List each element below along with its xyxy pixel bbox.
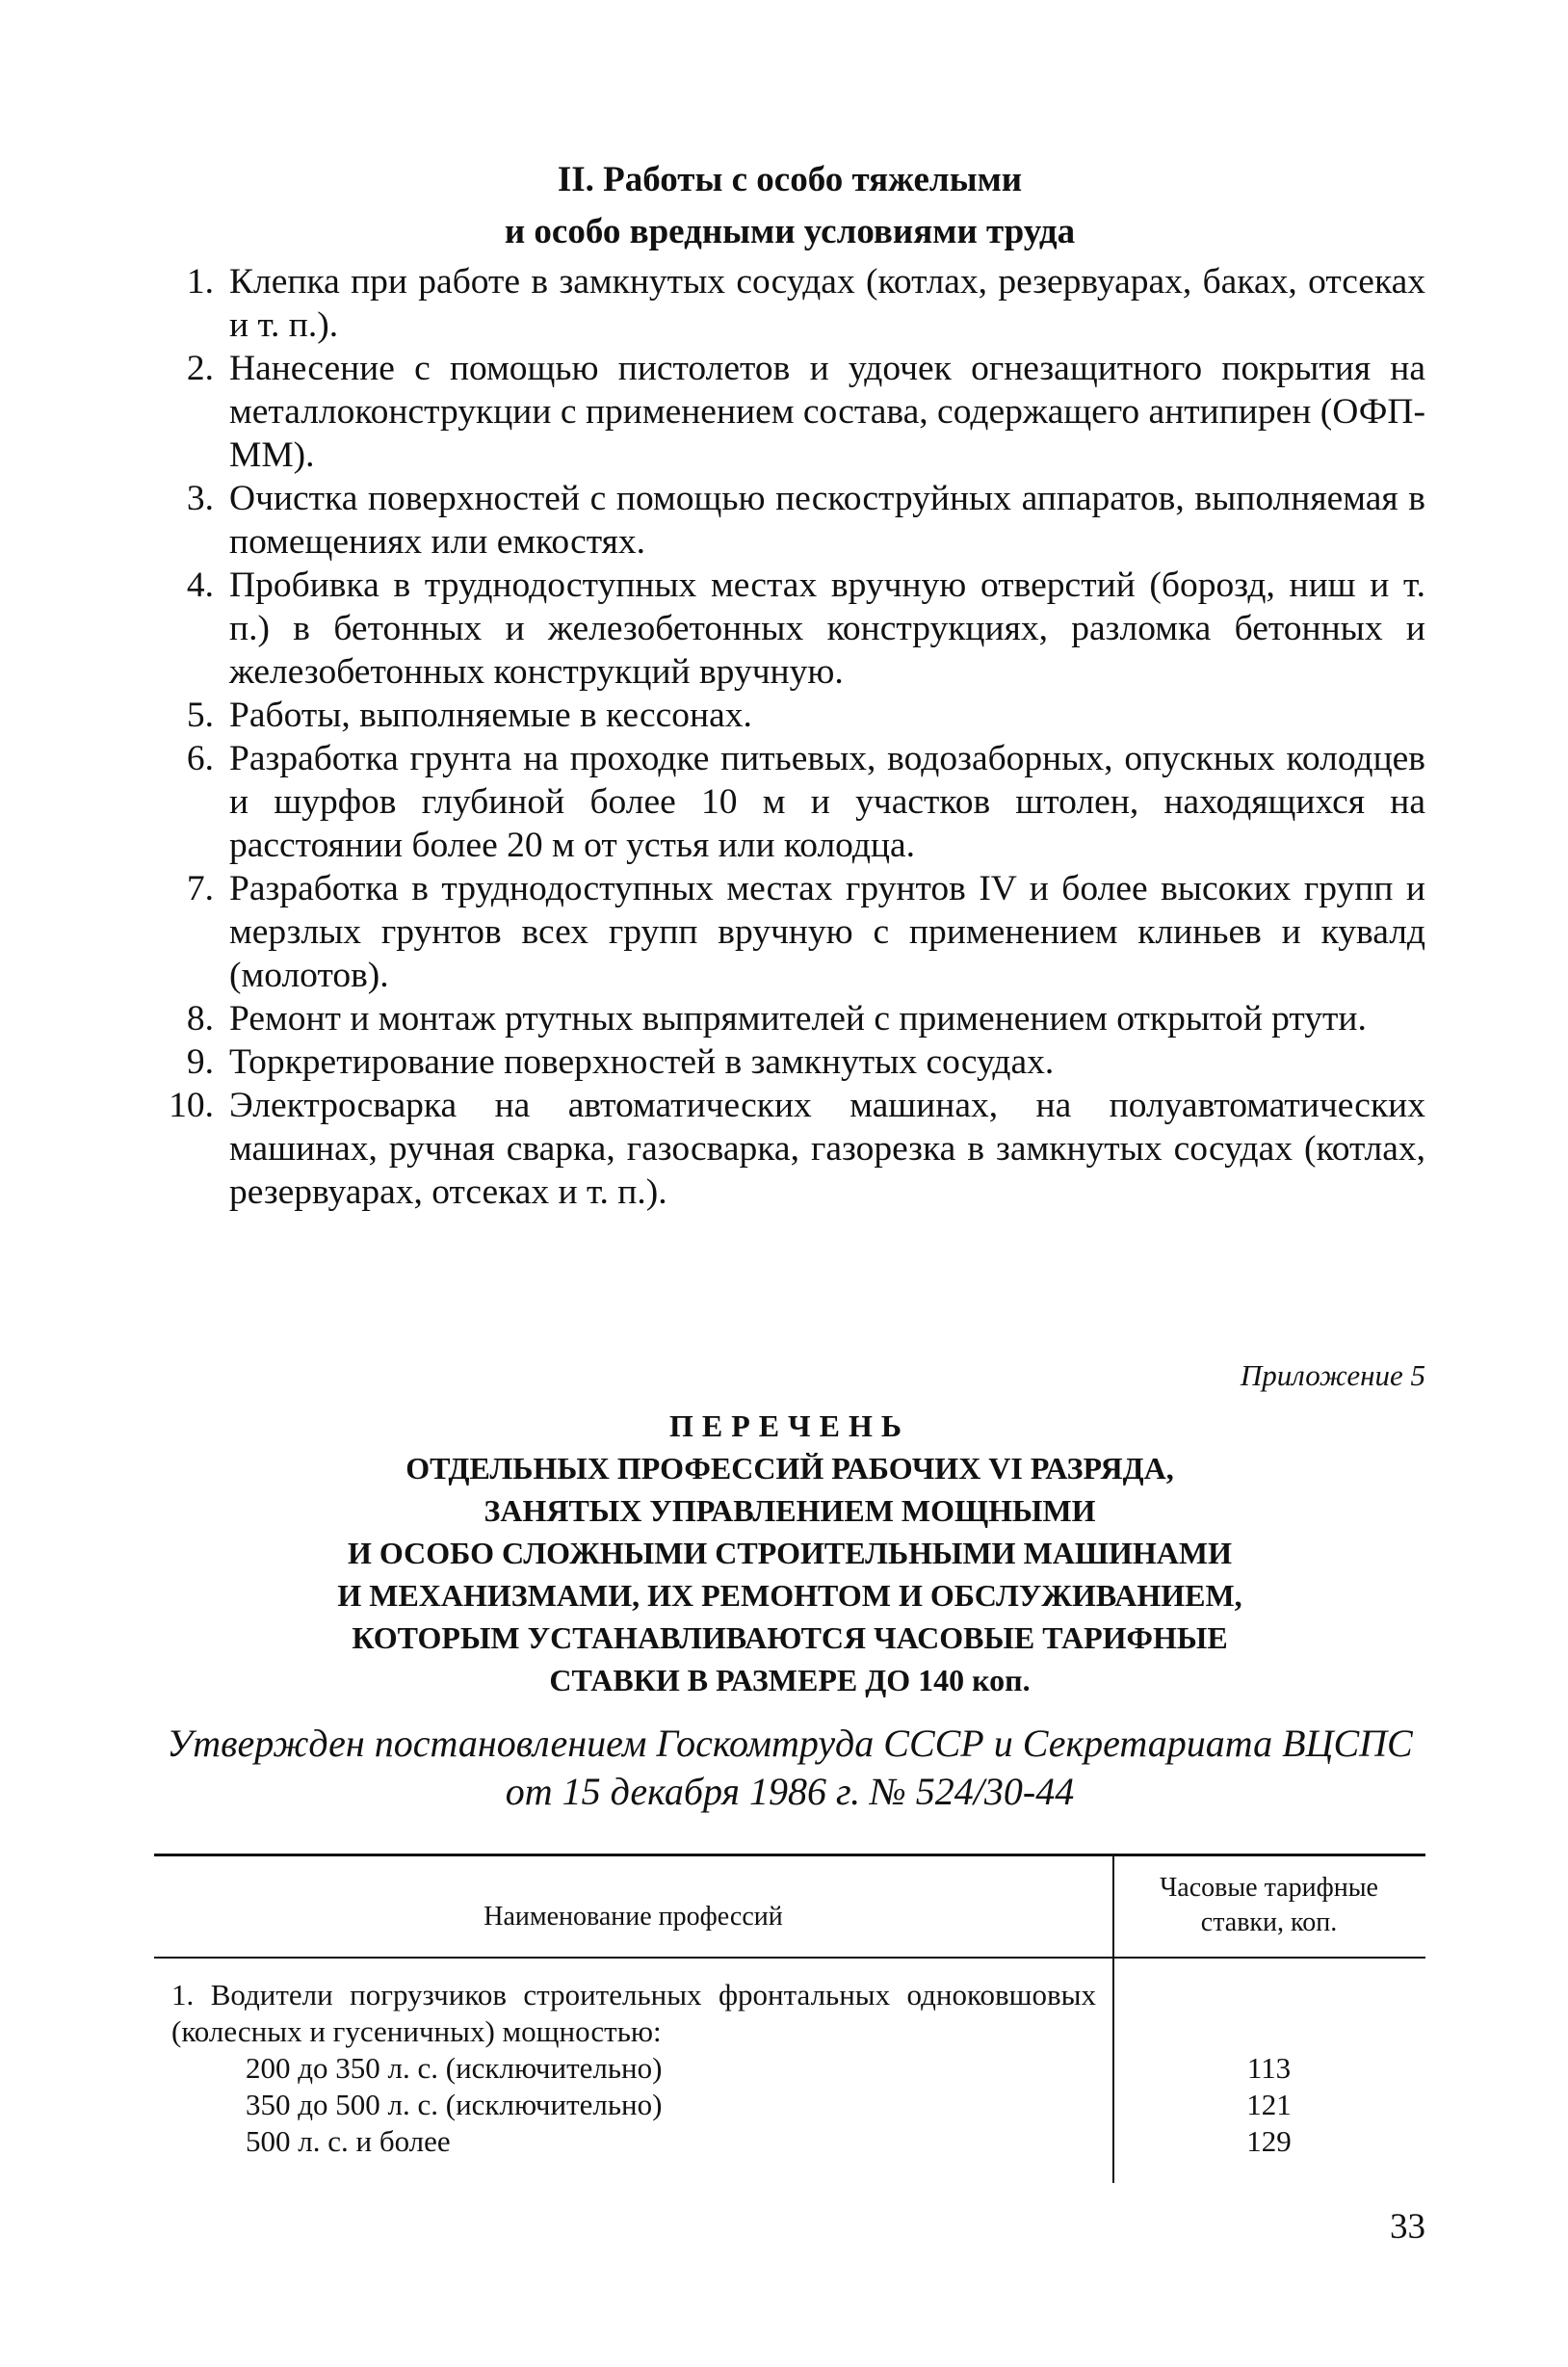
section-title [154, 154, 1425, 258]
table-subrow-label: 200 до 350 л. с. (исключительно) [246, 2051, 663, 2085]
work-item [154, 1084, 1425, 1214]
table-subrow-label: 350 до 500 л. с. (исключительно) [246, 2088, 663, 2121]
approval-line-1: Утвержден постановлением Госкомтруда СССР и Секретариата ВЦСПС [167, 1722, 1413, 1765]
item-number: 10. [169, 1086, 214, 1125]
page-number: 33 [1390, 2207, 1425, 2247]
item-text: Нанесение с помощью пистолетов и удочек огнезащитного покрытия на металлоконструкции с применением состава, содержащего антипирен (ОФП-ММ). [229, 349, 1425, 475]
item-number: 4. [186, 565, 214, 605]
item-text: Работы, выполняемые в кессонах. [229, 696, 752, 735]
item-text: Клепка при работе в замкнутых сосудах (котлах, резервуарах, баках, отсеках и т. п.). [229, 262, 1425, 345]
work-item [154, 997, 1425, 1040]
list-title-line: И ОСОБО СЛОЖНЫМИ СТРОИТЕЛЬНЫМИ МАШИНАМИ [348, 1536, 1232, 1570]
item-number: 3. [186, 479, 214, 518]
table-subrow-value: 129 [1246, 2124, 1292, 2158]
work-item [154, 1040, 1425, 1084]
work-item [154, 694, 1425, 737]
section-title-line-1: II. Работы с особо тяжелыми [557, 160, 1023, 199]
item-text: Очистка поверхностей с помощью пескоструйных аппаратов, выполняемая в помещениях или емкостях. [229, 479, 1425, 562]
work-list [154, 260, 1425, 1214]
work-item [154, 564, 1425, 694]
item-text: Торкретирование поверхностей в замкнутых сосудах. [229, 1042, 1055, 1082]
item-text: Электросварка на автоматических машинах, на полуавтоматических машинах, ручная сварка, газосварка, газорезка в замкнутых сосудах (котлах, резервуарах, отсеках и т. п.). [229, 1086, 1425, 1212]
work-item [154, 737, 1425, 867]
work-item [154, 477, 1425, 564]
table-subrow-value: 113 [1246, 2051, 1292, 2085]
header-profession-name: Наименование профессий [483, 1902, 783, 1932]
header-hourly-rate [1112, 1871, 1425, 1940]
item-text: Разработка грунта на проходке питьевых, водозаборных, опускных колодцев и шурфов глубиной более 10 м и участков штолен, находящихся на расстоянии более 20 м от устья или колодца. [229, 739, 1425, 865]
item-number: 5. [186, 696, 214, 735]
item-number: 1. [186, 262, 214, 302]
header-rate-line-1: Часовые тарифные [1160, 1873, 1378, 1903]
table-header-rule [154, 1957, 1425, 1959]
item-number: 2. [186, 349, 214, 388]
appendix-label: Приложение 5 [1240, 1358, 1425, 1392]
list-title-line: КОТОРЫМ УСТАНАВЛИВАЮТСЯ ЧАСОВЫЕ ТАРИФНЫЕ [352, 1620, 1228, 1655]
section-title-line-2: и особо вредными условиями труда [504, 212, 1076, 251]
table-top-rule [154, 1854, 1425, 1856]
work-item [154, 867, 1425, 997]
table-row-main: 1. Водители погрузчиков строительных фронтальных одноковшовых (колесных и гусеничных) мощностью: [171, 1978, 1096, 2048]
list-title-word: ПЕРЕЧЕНЬ [669, 1408, 910, 1443]
table-subrow-value: 121 [1246, 2088, 1292, 2121]
approval-note [135, 1720, 1445, 1816]
rates-table [154, 1854, 1425, 2183]
approval-line-2: от 15 декабря 1986 г. № 524/30-44 [505, 1770, 1075, 1813]
list-title-line: СТАВКИ В РАЗМЕРЕ ДО 140 коп. [549, 1663, 1031, 1697]
list-title [154, 1405, 1425, 1701]
table-subrow-label: 500 л. с. и более [246, 2124, 451, 2158]
item-number: 9. [186, 1042, 214, 1082]
list-title-line: ОТДЕЛЬНЫХ ПРОФЕССИЙ РАБОЧИХ VI РАЗРЯДА, [405, 1451, 1174, 1486]
item-number: 7. [186, 869, 214, 908]
list-title-line: ЗАНЯТЫХ УПРАВЛЕНИЕМ МОЩНЫМИ [483, 1493, 1096, 1528]
item-text: Пробивка в труднодоступных местах вручную отверстий (борозд, ниш и т. п.) в бетонных и железобетонных конструкциях, разломка бетонных и железобетонных конструкций вручную. [229, 565, 1425, 692]
item-number: 6. [186, 739, 214, 778]
item-text: Разработка в труднодоступных местах грунтов IV и более высоких групп и мерзлых грунтов всех групп вручную с применением клиньев и кувалд (молотов). [229, 869, 1425, 995]
work-item [154, 260, 1425, 347]
work-item [154, 347, 1425, 477]
list-title-line: И МЕХАНИЗМАМИ, ИХ РЕМОНТОМ И ОБСЛУЖИВАНИЕМ, [337, 1578, 1242, 1613]
item-text: Ремонт и монтаж ртутных выпрямителей с применением открытой ртути. [229, 999, 1367, 1039]
item-number: 8. [186, 999, 214, 1039]
header-rate-line-2: ставки, коп. [1200, 1907, 1338, 1937]
